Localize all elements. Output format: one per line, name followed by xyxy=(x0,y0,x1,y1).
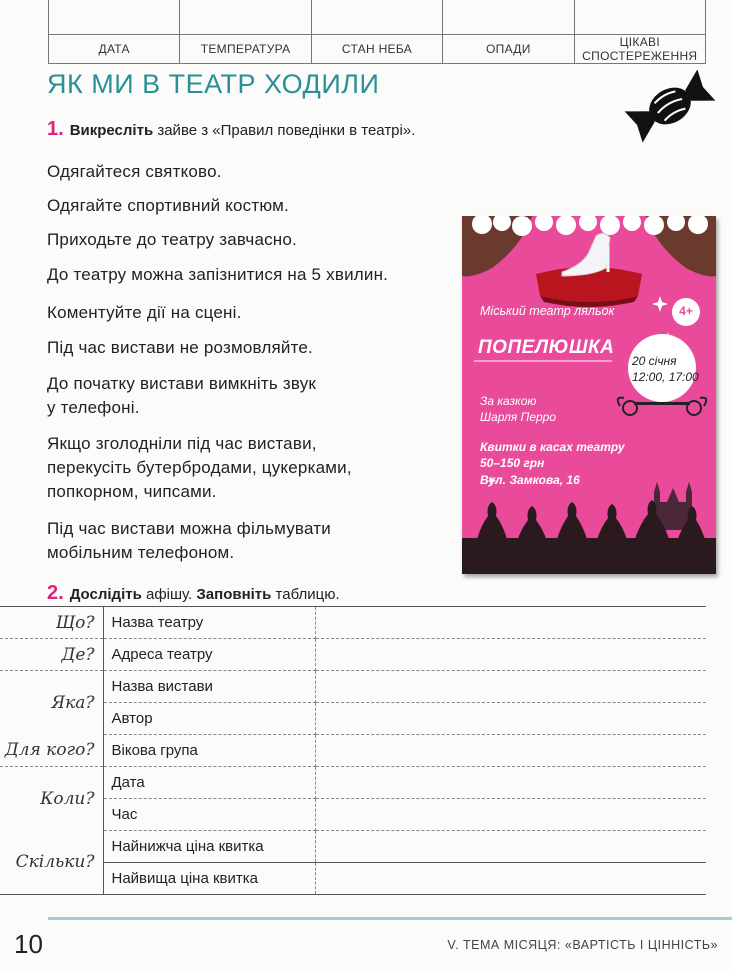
poster-tickets-price: 50–150 грн xyxy=(480,456,545,470)
task-1-instruction xyxy=(47,118,415,141)
task-2-verb-2: Заповніть xyxy=(196,586,272,603)
weather-header-temperature: ТЕМПЕРАТУРА xyxy=(180,35,311,64)
row-label: Дата xyxy=(103,767,315,799)
rule-item-continuation[interactable]: перекусіть бутербродами, цукерками, xyxy=(47,458,352,477)
weather-observation-table xyxy=(48,0,706,64)
answer-cell[interactable] xyxy=(315,703,706,735)
rule-item-continuation[interactable]: попкорном, чипсами. xyxy=(47,482,217,501)
question-which: Яка? xyxy=(0,671,103,735)
answer-cell[interactable] xyxy=(315,671,706,703)
answer-cell[interactable] xyxy=(315,735,706,767)
answer-cell[interactable] xyxy=(315,799,706,831)
row-label: Найвища ціна квитка xyxy=(103,863,315,895)
question-how-much: Скільки? xyxy=(0,831,103,895)
weather-header-date: ДАТА xyxy=(49,35,180,64)
rule-item[interactable]: Під час вистави не розмовляйте. xyxy=(47,338,313,357)
question-what: Що? xyxy=(0,607,103,639)
rule-item[interactable]: Якщо зголодніли під час вистави, xyxy=(47,434,317,453)
task-2-instruction xyxy=(47,582,340,605)
rule-item-continuation[interactable]: у телефоні. xyxy=(47,398,140,417)
row-label: Адреса театру xyxy=(103,639,315,671)
poster-author-line2: Шарля Перро xyxy=(480,410,557,424)
answer-cell[interactable] xyxy=(315,639,706,671)
row-label: Назва театру xyxy=(103,607,315,639)
poster-date: 20 січня xyxy=(632,354,677,368)
weather-header-sky: СТАН НЕБА xyxy=(311,35,442,64)
row-label: Час xyxy=(103,799,315,831)
rule-item[interactable]: Приходьте до театру завчасно. xyxy=(47,230,297,249)
poster-age-badge: 4+ xyxy=(679,304,693,318)
task-2-number: 2. xyxy=(47,582,64,604)
task-2-text-2: таблицю. xyxy=(271,586,340,603)
weather-cell[interactable] xyxy=(574,0,705,35)
page-title: ЯК МИ В ТЕАТР ХОДИЛИ xyxy=(47,69,380,99)
candy-icon xyxy=(622,70,718,142)
question-where: Де? xyxy=(0,639,103,671)
weather-header-precipitation: ОПАДИ xyxy=(443,35,574,64)
poster-tickets-line1: Квитки в касах театру xyxy=(480,440,625,454)
row-label: Вікова група xyxy=(103,735,315,767)
weather-cell[interactable] xyxy=(180,0,311,35)
task-2-verb-1: Дослідіть xyxy=(69,586,142,603)
rule-item[interactable]: До початку вистави вимкніть звук xyxy=(47,374,317,393)
question-for-whom: Для кого? xyxy=(0,735,103,767)
poster-theatre-name: Міський театр ляльок xyxy=(480,304,615,318)
question-when: Коли? xyxy=(0,767,103,831)
poster-play-title: ПОПЕЛЮШКА xyxy=(478,337,615,358)
rule-item[interactable]: Одягайтеся святково. xyxy=(47,162,222,181)
task-1-verb: Викресліть xyxy=(69,122,154,139)
row-label: Автор xyxy=(103,703,315,735)
poster-info-table xyxy=(0,606,706,895)
page-number: 10 xyxy=(14,929,43,959)
weather-cell[interactable] xyxy=(443,0,574,35)
rule-item[interactable]: Одягайте спортивний костюм. xyxy=(47,196,289,215)
task-1-number: 1. xyxy=(47,118,64,140)
footer-section-title: V. ТЕМА МІСЯЦЯ: «ВАРТІСТЬ І ЦІННІСТЬ» xyxy=(447,938,718,952)
weather-cell[interactable] xyxy=(311,0,442,35)
row-label: Назва вистави xyxy=(103,671,315,703)
task-2-text-1: афішу. xyxy=(141,586,197,603)
answer-cell[interactable] xyxy=(315,863,706,895)
weather-cell[interactable] xyxy=(49,0,180,35)
row-label: Найнижча ціна квитка xyxy=(103,831,315,863)
answer-cell[interactable] xyxy=(315,607,706,639)
weather-header-observations: ЦІКАВІ СПОСТЕРЕЖЕННЯ xyxy=(574,35,705,64)
poster-author-line1: За казкою xyxy=(480,394,537,408)
rule-item[interactable]: Під час вистави можна фільмувати xyxy=(47,519,331,538)
poster-time: 12:00, 17:00 xyxy=(632,370,699,384)
poster-address: Вул. Замкова, 16 xyxy=(480,473,580,487)
rule-item[interactable]: До театру можна запізнитися на 5 хвилин. xyxy=(47,265,389,284)
theatre-poster xyxy=(462,216,716,574)
answer-cell[interactable] xyxy=(315,831,706,863)
task-1-text: зайве з «Правил поведінки в театрі». xyxy=(153,122,416,139)
answer-cell[interactable] xyxy=(315,767,706,799)
rule-item[interactable]: Коментуйте дії на сцені. xyxy=(47,303,242,322)
footer-divider xyxy=(48,917,732,920)
rule-item-continuation[interactable]: мобільним телефоном. xyxy=(47,543,235,562)
